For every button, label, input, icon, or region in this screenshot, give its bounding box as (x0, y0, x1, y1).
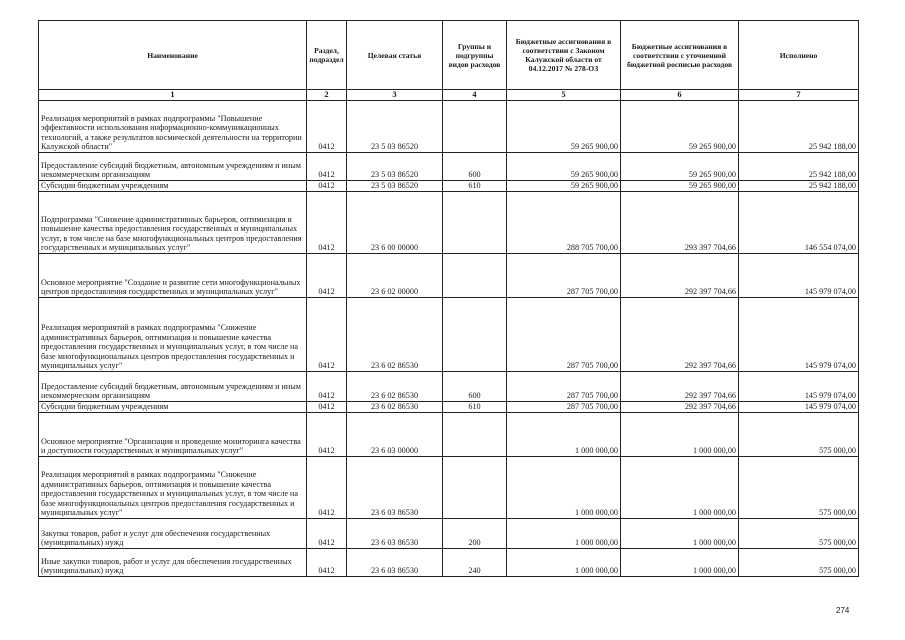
row-budget-refined: 59 265 900,00 (621, 181, 739, 192)
table-row (39, 402, 859, 413)
row-target: 23 5 03 86520 (347, 181, 443, 192)
row-target: 23 6 03 86530 (347, 519, 443, 549)
row-budget-law: 59 265 900,00 (507, 101, 621, 153)
table-row (39, 254, 859, 298)
row-executed: 575 000,00 (739, 457, 859, 519)
row-executed: 25 942 188,00 (739, 153, 859, 181)
row-section: 0412 (307, 153, 347, 181)
row-section: 0412 (307, 519, 347, 549)
row-budget-refined: 1 000 000,00 (621, 457, 739, 519)
table-row (39, 372, 859, 402)
row-target: 23 6 02 86530 (347, 372, 443, 402)
column-number: 5 (507, 90, 621, 101)
row-target: 23 6 03 86530 (347, 549, 443, 577)
row-target: 23 6 02 86530 (347, 402, 443, 413)
row-target: 23 6 03 86530 (347, 457, 443, 519)
row-budget-refined: 292 397 704,66 (621, 402, 739, 413)
column-number: 6 (621, 90, 739, 101)
row-name: Субсидии бюджетным учреждениям (39, 181, 307, 192)
row-group (443, 192, 507, 254)
header-name: Наименование (39, 21, 307, 90)
header-budget-law: Бюджетные ассигнования в соответствии с Законом Калужской области от 04.12.2017 № 278-ОЗ (507, 21, 621, 90)
row-budget-refined: 59 265 900,00 (621, 153, 739, 181)
row-budget-law: 1 000 000,00 (507, 457, 621, 519)
row-section: 0412 (307, 402, 347, 413)
row-budget-law: 1 000 000,00 (507, 519, 621, 549)
row-group (443, 254, 507, 298)
row-budget-law: 1 000 000,00 (507, 413, 621, 457)
row-section: 0412 (307, 413, 347, 457)
row-name: Предоставление субсидий бюджетным, автономным учреждениям и иным некоммерческим организациям (39, 153, 307, 181)
table-row (39, 457, 859, 519)
row-name: Закупка товаров, работ и услуг для обеспечения государственных (муниципальных) нужд (39, 519, 307, 549)
row-group (443, 413, 507, 457)
table-row (39, 519, 859, 549)
table-row (39, 549, 859, 577)
row-executed: 145 979 074,00 (739, 402, 859, 413)
budget-table (38, 20, 859, 577)
row-group: 600 (443, 153, 507, 181)
row-budget-refined: 292 397 704,66 (621, 298, 739, 372)
column-number: 2 (307, 90, 347, 101)
row-name: Иные закупки товаров, работ и услуг для обеспечения государственных (муниципальных) нужд (39, 549, 307, 577)
row-section: 0412 (307, 372, 347, 402)
row-budget-law: 59 265 900,00 (507, 153, 621, 181)
row-budget-refined: 293 397 704,66 (621, 192, 739, 254)
table-row (39, 101, 859, 153)
row-executed: 25 942 188,00 (739, 181, 859, 192)
row-section: 0412 (307, 101, 347, 153)
column-number: 4 (443, 90, 507, 101)
row-executed: 146 554 074,00 (739, 192, 859, 254)
table-body (39, 101, 859, 577)
header-section: Раздел, подраздел (307, 21, 347, 90)
row-group: 610 (443, 181, 507, 192)
column-number: 1 (39, 90, 307, 101)
row-group: 600 (443, 372, 507, 402)
budget-report-sheet (38, 20, 858, 577)
table-row (39, 153, 859, 181)
row-target: 23 6 03 00000 (347, 413, 443, 457)
row-budget-law: 59 265 900,00 (507, 181, 621, 192)
column-number-row (39, 90, 859, 101)
row-executed: 145 979 074,00 (739, 298, 859, 372)
page-number: 274 (836, 606, 850, 615)
row-section: 0412 (307, 298, 347, 372)
column-number: 7 (739, 90, 859, 101)
row-section: 0412 (307, 254, 347, 298)
table-row (39, 298, 859, 372)
row-group (443, 457, 507, 519)
row-name: Реализация мероприятий в рамках подпрограммы "Повышение эффективности использования информационно-коммуникационных технологий, а также результатов космической деятельности на территории Калужской области" (39, 101, 307, 153)
row-budget-law: 288 705 700,00 (507, 192, 621, 254)
row-name: Реализация мероприятий в рамках подпрограммы "Снижение административных барьеров, оптимизация и повышение качества предоставления государственных и муниципальных услуг, в том числе на базе многофункциональных центров предоставления государственных и муниципальных услуг" (39, 457, 307, 519)
table-row (39, 181, 859, 192)
row-budget-refined: 1 000 000,00 (621, 413, 739, 457)
header-executed: Исполнено (739, 21, 859, 90)
row-name: Реализация мероприятий в рамках подпрограммы "Снижение административных барьеров, оптимизация и повышение качества предоставления государственных и муниципальных услуг, в том числе на базе многофункциональных центров предоставления государственных и муниципальных услуг" (39, 298, 307, 372)
row-executed: 145 979 074,00 (739, 372, 859, 402)
row-budget-refined: 292 397 704,66 (621, 254, 739, 298)
header-target: Целевая статья (347, 21, 443, 90)
row-group: 200 (443, 519, 507, 549)
row-budget-refined: 1 000 000,00 (621, 519, 739, 549)
row-budget-law: 287 705 700,00 (507, 254, 621, 298)
row-executed: 145 979 074,00 (739, 254, 859, 298)
row-executed: 25 942 188,00 (739, 101, 859, 153)
row-executed: 575 000,00 (739, 413, 859, 457)
row-group (443, 101, 507, 153)
row-name: Основное мероприятие "Создание и развитие сети многофункциональных центров предоставления государственных и муниципальных услуг" (39, 254, 307, 298)
row-target: 23 5 03 86520 (347, 101, 443, 153)
row-budget-law: 287 705 700,00 (507, 298, 621, 372)
row-name: Субсидии бюджетным учреждениям (39, 402, 307, 413)
column-number: 3 (347, 90, 443, 101)
row-section: 0412 (307, 192, 347, 254)
row-target: 23 6 02 86530 (347, 298, 443, 372)
row-budget-refined: 59 265 900,00 (621, 101, 739, 153)
row-budget-refined: 292 397 704,66 (621, 372, 739, 402)
row-target: 23 6 00 00000 (347, 192, 443, 254)
row-name: Подпрограмма "Снижение административных барьеров, оптимизация и повышение качества предоставления государственных и муниципальных услуг, в том числе на базе многофункциональных центров предоставления государственных и муниципальных услуг" (39, 192, 307, 254)
row-group (443, 298, 507, 372)
row-target: 23 6 02 00000 (347, 254, 443, 298)
table-row (39, 192, 859, 254)
row-executed: 575 000,00 (739, 549, 859, 577)
row-name: Предоставление субсидий бюджетным, автономным учреждениям и иным некоммерческим организациям (39, 372, 307, 402)
row-section: 0412 (307, 457, 347, 519)
row-group: 240 (443, 549, 507, 577)
header-row (39, 21, 859, 90)
table-row (39, 413, 859, 457)
row-target: 23 5 03 86520 (347, 153, 443, 181)
row-budget-refined: 1 000 000,00 (621, 549, 739, 577)
header-budget-refined: Бюджетные ассигнования в соответствии с уточненной бюджетной росписью расходов (621, 21, 739, 90)
row-budget-law: 287 705 700,00 (507, 402, 621, 413)
row-group: 610 (443, 402, 507, 413)
row-budget-law: 287 705 700,00 (507, 372, 621, 402)
header-groups: Группы и подгруппы видов расходов (443, 21, 507, 90)
row-name: Основное мероприятие "Организация и проведение мониторинга качества и доступности государственных и муниципальных услуг" (39, 413, 307, 457)
row-section: 0412 (307, 549, 347, 577)
row-executed: 575 000,00 (739, 519, 859, 549)
row-section: 0412 (307, 181, 347, 192)
row-budget-law: 1 000 000,00 (507, 549, 621, 577)
